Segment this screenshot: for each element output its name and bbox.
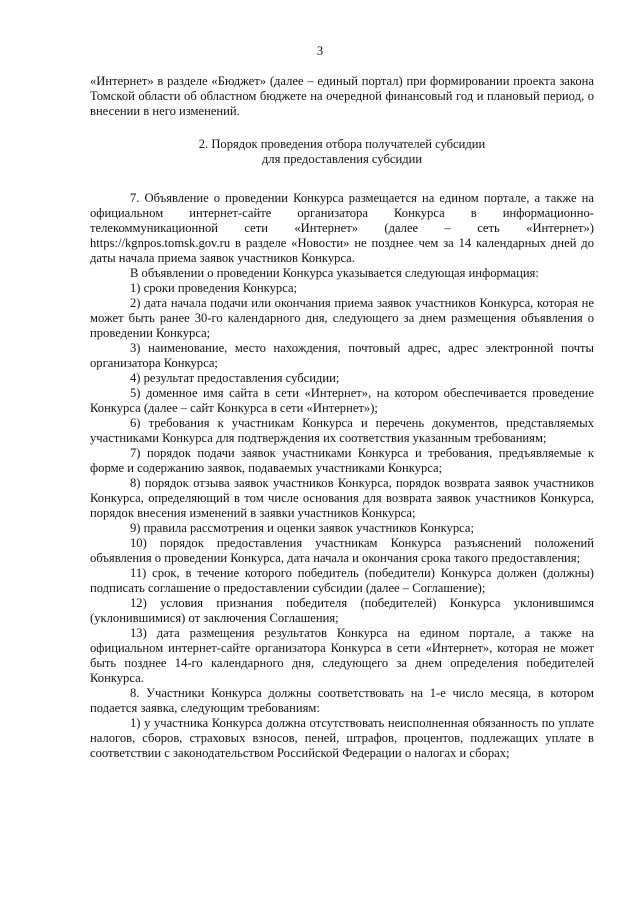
list-item: 9) правила рассмотрения и оценки заявок участников Конкурса; bbox=[130, 521, 474, 535]
list-item: 13) дата размещения результатов Конкурса на едином портале, а также на официальном интернет-сайте организатора Конкурса в сети «Интернет», которая не может быть позднее 14-го календарного дня, следующего за днем определения победителей Конкурса. bbox=[90, 626, 594, 685]
list-item: 1) сроки проведения Конкурса; bbox=[130, 281, 298, 295]
list-item: 8) порядок отзыва заявок участников Конкурса, порядок возврата заявок участников Конкурса, определяющий в том числе основания для возврата заявок участников Конкурса, порядок внесения изменений в заявки участников Конкурса; bbox=[90, 476, 594, 520]
section-heading-line: 2. Порядок проведения отбора получателей субсидии bbox=[198, 137, 486, 151]
list-item: 6) требования к участникам Конкурса и перечень документов, представляемых участниками Конкурса для подтверждения их соответствия указанным требованиям; bbox=[90, 416, 594, 445]
list-item: 3) наименование, место нахождения, почтовый адрес, адрес электронной почты организатора Конкурса; bbox=[90, 341, 594, 370]
list-item: 4) результат предоставления субсидии; bbox=[130, 371, 340, 385]
list-item: 5) доменное имя сайта в сети «Интернет», на котором обеспечивается проведение Конкурса (далее – сайт Конкурса в сети «Интернет»); bbox=[90, 386, 594, 415]
intro-paragraph: «Интернет» в разделе «Бюджет» (далее – единый портал) при формировании проекта закона Томской области об областном бюджете на очередной финансовый год и плановый период, о внесении в него изменений. bbox=[90, 74, 594, 118]
page-number: 3 bbox=[316, 44, 324, 58]
document-body bbox=[90, 74, 594, 761]
section-heading bbox=[90, 137, 594, 167]
paragraph: В объявлении о проведении Конкурса указывается следующая информация: bbox=[130, 266, 539, 280]
paragraph: 8. Участники Конкурса должны соответствовать на 1-е число месяца, в котором подается заявка, следующим требованиям: bbox=[90, 686, 594, 715]
list-item: 12) условия признания победителя (победителей) Конкурса уклонившимся (уклонившимися) от заключения Соглашения; bbox=[90, 596, 594, 625]
list-item: 11) срок, в течение которого победитель (победители) Конкурса должен (должны) подписать соглашение о предоставлении субсидии (далее – Соглашение); bbox=[90, 566, 594, 595]
paragraph: 7. Объявление о проведении Конкурса размещается на едином портале, а также на официальном интернет-сайте организатора Конкурса в информационно-телекоммуникационной сети «Интернет» (далее – сеть «Интернет») https://kgnpos.tomsk.gov.ru в разделе «Новости» не позднее чем за 14 календарных дней до даты начала приема заявок участников Конкурса. bbox=[90, 191, 594, 265]
list-item: 10) порядок предоставления участникам Конкурса разъяснений положений объявления о проведении Конкурса, дата начала и окончания срока такого предоставления; bbox=[90, 536, 594, 565]
list-item: 2) дата начала подачи или окончания приема заявок участников Конкурса, которая не может быть ранее 30-го календарного дня, следующего за днем размещения объявления о проведении Конкурса; bbox=[90, 296, 594, 340]
list-item: 1) у участника Конкурса должна отсутствовать неисполненная обязанность по уплате налогов, сборов, страховых взносов, пеней, штрафов, процентов, подлежащих уплате в соответствии с законодательством Российской Федерации о налогах и сборах; bbox=[90, 716, 594, 760]
section-heading-line: для предоставления субсидии bbox=[261, 152, 423, 166]
list-item: 7) порядок подачи заявок участниками Конкурса и требования, предъявляемые к форме и содержанию заявок, подаваемых участниками Конкурса; bbox=[90, 446, 594, 475]
